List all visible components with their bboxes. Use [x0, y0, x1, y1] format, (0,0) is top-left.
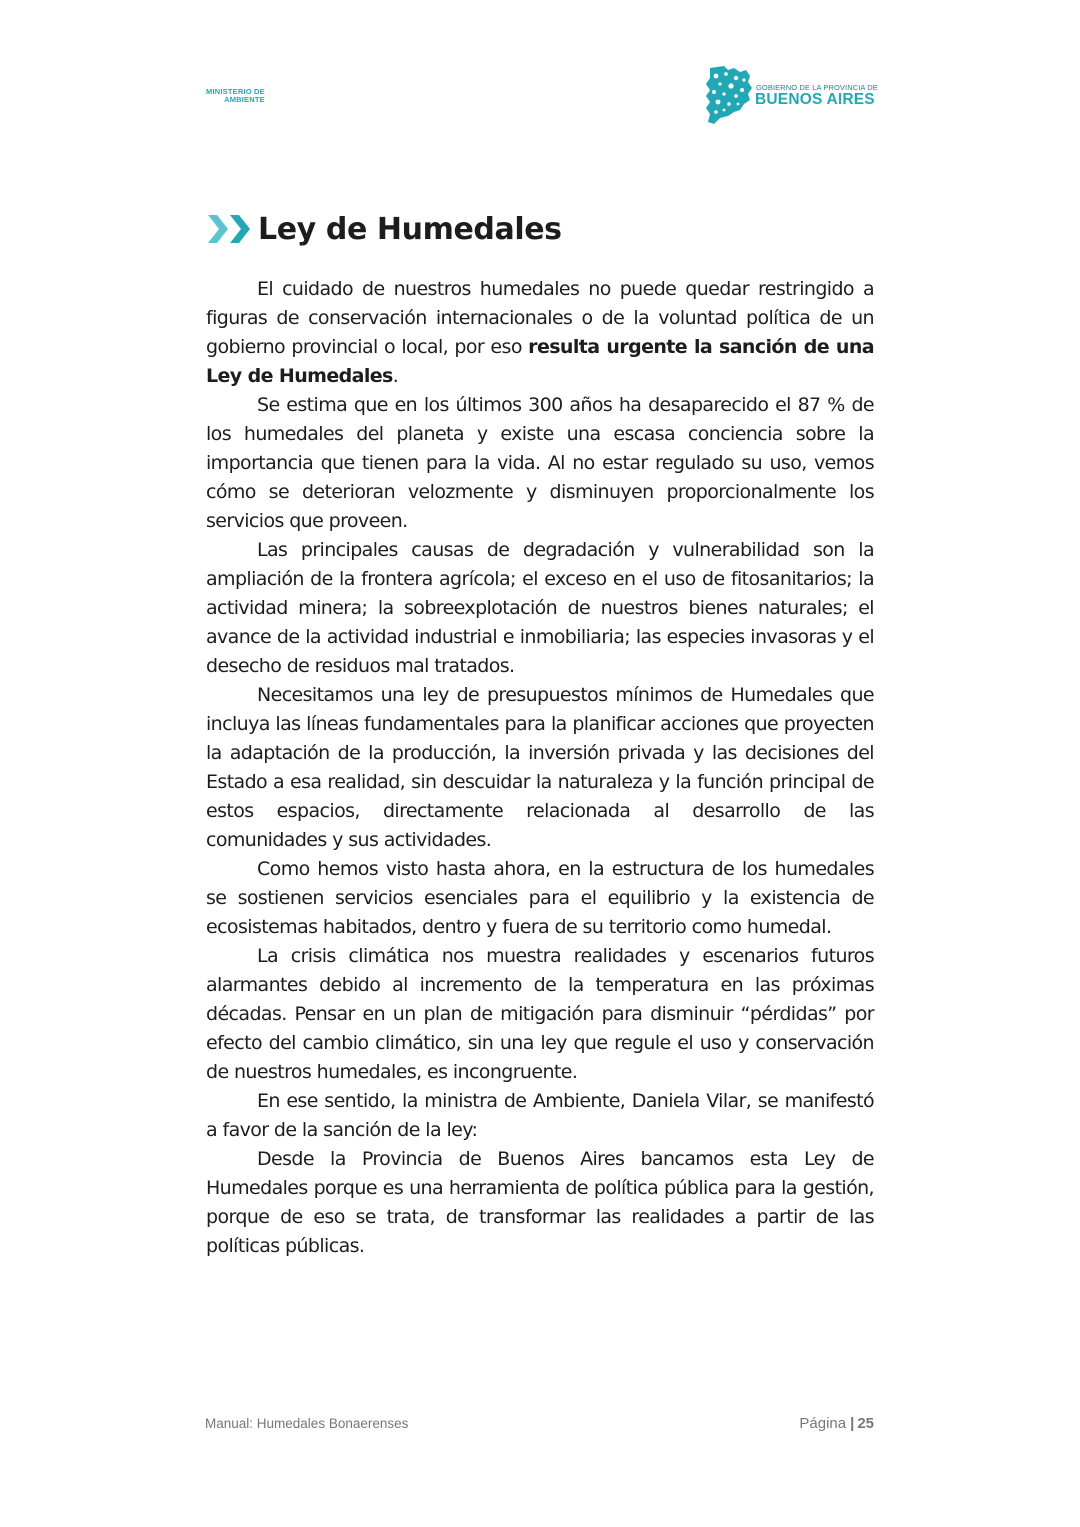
paragraph: Las principales causas de degradación y vulnerabilidad son la ampliación de la frontera agrícola; el exceso en el uso de fitosanitarios; la actividad minera; la sobreexplotación de nuestros bienes naturales; el avance de la actividad industrial e inmobiliaria; las especies invasoras y el desecho de residuos mal tratados.: [206, 539, 874, 677]
ministry-logo-line2: AMBIENTE: [224, 95, 265, 104]
paragraph: Se estima que en los últimos 300 años ha desaparecido el 87 % de los humedales del planeta y existe una escasa conciencia sobre la importancia que tienen para la vida. Al no estar regulado su uso, vemos cómo se deterioran velozmente y disminuyen proporcionalmente los servicios que proveen.: [206, 394, 874, 532]
gov-logo-top-text: GOBIERNO DE LA PROVINCIA DE: [756, 83, 878, 92]
ministry-logo: [206, 88, 265, 104]
province-map-icon: [704, 64, 754, 126]
gov-logo-name: BUENOS AIRES: [755, 91, 875, 108]
paragraph-text: El cuidado de nuestros humedales no puede quedar restringido a figuras de conservación internacionales o de la voluntad política de un gobierno provincial o local, por eso: [206, 278, 874, 358]
paragraph: [206, 275, 874, 391]
paragraph: Necesitamos una ley de presupuestos mínimos de Humedales que incluya las líneas fundamentales para la planificar acciones que proyecten la adaptación de la producción, la inversión privada y las decisiones del Estado a esa realidad, sin descuidar la naturaleza y la función principal de estos espacios, directamente relacionada al desarrollo de las comunidades y sus actividades.: [206, 684, 874, 851]
paragraph: Como hemos visto hasta ahora, en la estructura de los humedales se sostienen servicios esenciales para el equilibrio y la existencia de ecosistemas habitados, dentro y fuera de su territorio como humedal.: [206, 858, 874, 938]
page-number-value: 25: [857, 1415, 874, 1432]
paragraph-text: .: [392, 365, 399, 387]
ministry-logo-line1: MINISTERIO DE: [206, 87, 265, 96]
page-label: Página: [799, 1415, 847, 1432]
emphasis-text: resulta urgente la sanción de una Ley de Humedales: [206, 336, 874, 387]
footer-document-title: Manual: Humedales Bonaerenses: [205, 1416, 409, 1431]
body-text: [206, 275, 874, 1261]
gov-logo: [704, 64, 884, 128]
page-title: Ley de Humedales: [258, 211, 562, 247]
paragraph: Desde la Provincia de Buenos Aires bancamos esta Ley de Humedales porque es una herramienta de política pública para la gestión, porque de eso se trata, de transformar las realidades a partir de las políticas públicas.: [206, 1148, 874, 1257]
paragraph: La crisis climática nos muestra realidades y escenarios futuros alarmantes debido al incremento de la temperatura en las próximas décadas. Pensar en un plan de mitigación para disminuir “pérdidas” por efecto del cambio climático, sin una ley que regule el uso y conservación de nuestros humedales, es incongruente.: [206, 945, 874, 1083]
section-heading: [206, 205, 562, 253]
double-chevron-right-icon: [206, 212, 256, 246]
paragraph: En ese sentido, la ministra de Ambiente, Daniela Vilar, se manifestó a favor de la sanción de la ley:: [206, 1090, 874, 1141]
page-number: [799, 1415, 874, 1432]
page-separator: |: [850, 1415, 855, 1432]
